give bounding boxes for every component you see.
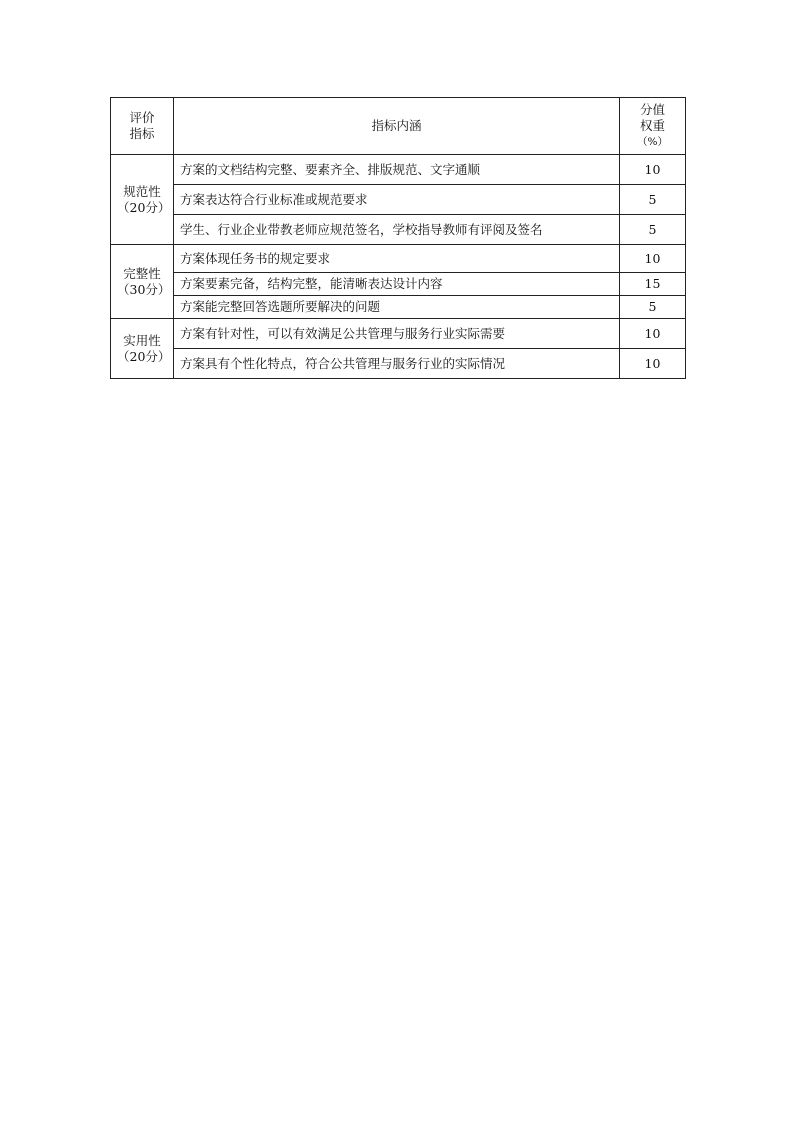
header-weight-line2: 权重 bbox=[639, 118, 665, 133]
criterion-weight: 10 bbox=[620, 349, 686, 379]
category-cell-completeness bbox=[111, 245, 174, 319]
criterion-description: 方案要素完备，结构完整，能清晰表达设计内容 bbox=[174, 273, 620, 296]
header-category bbox=[111, 98, 174, 155]
criterion-description: 方案具有个性化特点，符合公共管理与服务行业的实际情况 bbox=[174, 349, 620, 379]
category-cell-normativity bbox=[111, 155, 174, 245]
category-name: 实用性 bbox=[123, 332, 161, 348]
category-points: （30分） bbox=[117, 281, 171, 297]
criterion-description: 方案有针对性，可以有效满足公共管理与服务行业实际需要 bbox=[174, 319, 620, 349]
criterion-description: 方案能完整回答选题所要解决的问题 bbox=[174, 296, 620, 319]
category-cell-practicality bbox=[111, 319, 174, 379]
table-row bbox=[111, 319, 686, 349]
criterion-weight: 5 bbox=[620, 296, 686, 319]
criterion-weight: 5 bbox=[620, 215, 686, 245]
criterion-weight: 10 bbox=[620, 319, 686, 349]
header-weight-line1: 分值 bbox=[639, 102, 665, 117]
criterion-description: 方案体现任务书的规定要求 bbox=[174, 245, 620, 273]
evaluation-table bbox=[110, 97, 686, 379]
header-weight bbox=[620, 98, 686, 155]
category-name: 规范性 bbox=[123, 183, 161, 199]
criterion-weight: 10 bbox=[620, 245, 686, 273]
table-row bbox=[111, 245, 686, 273]
table-row bbox=[111, 273, 686, 296]
table-row bbox=[111, 296, 686, 319]
header-description: 指标内涵 bbox=[174, 98, 620, 155]
table-row bbox=[111, 155, 686, 185]
table-row bbox=[111, 185, 686, 215]
header-category-line1: 评价 bbox=[129, 110, 155, 125]
category-points: （20分） bbox=[117, 348, 171, 364]
criterion-weight: 10 bbox=[620, 155, 686, 185]
header-category-line2: 指标 bbox=[129, 126, 155, 141]
category-points: （20分） bbox=[117, 199, 171, 215]
header-weight-line3: （%） bbox=[637, 136, 668, 148]
criterion-weight: 15 bbox=[620, 273, 686, 296]
criterion-description: 方案的文档结构完整、要素齐全、排版规范、文字通顺 bbox=[174, 155, 620, 185]
criterion-description: 学生、行业企业带教老师应规范签名，学校指导教师有评阅及签名 bbox=[174, 215, 620, 245]
category-name: 完整性 bbox=[123, 265, 161, 281]
table-header-row bbox=[111, 98, 686, 155]
criterion-description: 方案表达符合行业标准或规范要求 bbox=[174, 185, 620, 215]
criterion-weight: 5 bbox=[620, 185, 686, 215]
table-row bbox=[111, 215, 686, 245]
table-row bbox=[111, 349, 686, 379]
